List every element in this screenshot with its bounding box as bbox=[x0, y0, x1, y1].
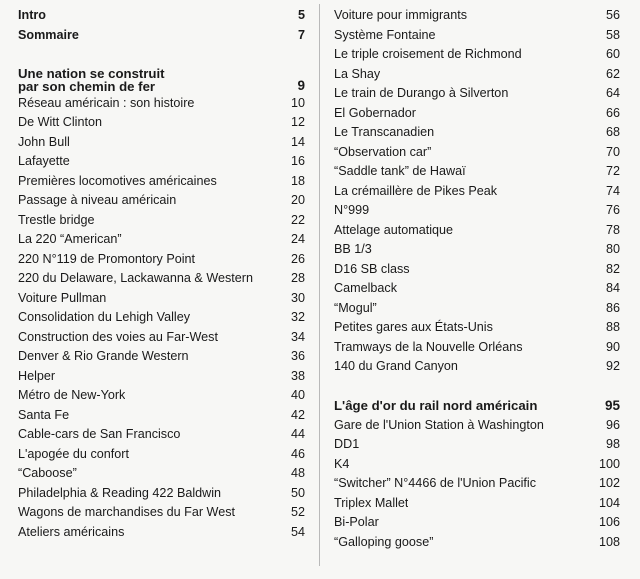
toc-entry-page: 100 bbox=[598, 456, 620, 471]
toc-entry bbox=[18, 367, 305, 387]
toc-entry bbox=[334, 182, 620, 202]
toc-entry-page: 102 bbox=[598, 476, 620, 490]
toc-entry bbox=[334, 455, 620, 475]
toc-entry bbox=[334, 201, 620, 221]
toc-entry bbox=[334, 513, 620, 533]
toc-entry-title: D16 SB class bbox=[334, 261, 410, 276]
spacer bbox=[18, 45, 305, 65]
toc-entry-title: Bi-Polar bbox=[334, 515, 379, 529]
toc-entry-page: 56 bbox=[605, 8, 620, 22]
toc-entry-page: 98 bbox=[605, 437, 620, 451]
toc-entry bbox=[18, 347, 305, 367]
toc-entry-title: “Galloping goose” bbox=[334, 534, 434, 549]
toc-entry-page: 34 bbox=[290, 329, 305, 344]
toc-entry-title: K4 bbox=[334, 456, 350, 471]
toc-entry-title: Santa Fe bbox=[18, 407, 70, 422]
toc-entry-page: 70 bbox=[605, 144, 620, 159]
toc-entry bbox=[334, 143, 620, 163]
toc-entry bbox=[18, 269, 305, 289]
toc-left-column bbox=[18, 6, 305, 542]
toc-entry bbox=[334, 104, 620, 124]
toc-entry-title: Construction des voies au Far-West bbox=[18, 329, 218, 344]
toc-entry-title: 140 du Grand Canyon bbox=[334, 359, 458, 373]
toc-entry-page: 106 bbox=[598, 515, 620, 529]
toc-entry-page: 20 bbox=[290, 193, 305, 207]
toc-entry bbox=[334, 533, 620, 553]
toc-entry-title: “Mogul” bbox=[334, 300, 377, 315]
toc-entry-title: DD1 bbox=[334, 437, 360, 451]
toc-entry-title: Voiture Pullman bbox=[18, 290, 107, 305]
toc-entry-intro: Intro 5 bbox=[18, 8, 305, 22]
toc-entry-title: Philadelphia & Reading 422 Baldwin bbox=[18, 485, 222, 500]
toc-entry-title: “Caboose” bbox=[18, 466, 77, 480]
toc-entry-title: Camelback bbox=[334, 281, 397, 295]
toc-entry bbox=[18, 503, 305, 523]
toc-entry bbox=[334, 338, 620, 358]
toc-entry-page: 22 bbox=[290, 212, 305, 227]
toc-section-heading: Une nation se construit par son chemin de fer 9 bbox=[18, 65, 305, 94]
toc-entry-list bbox=[18, 94, 305, 543]
toc-entry-page: 66 bbox=[605, 105, 620, 120]
toc-entry-list bbox=[334, 416, 620, 553]
toc-entry-page: 48 bbox=[290, 466, 305, 480]
toc-entry-sommaire: Sommaire 7 bbox=[18, 27, 305, 42]
toc-entry-title: Ateliers américains bbox=[18, 524, 125, 539]
toc-entry bbox=[334, 260, 620, 280]
toc-entry-list bbox=[334, 6, 620, 377]
toc-entry-title: Voiture pour immigrants bbox=[334, 8, 467, 22]
toc-entry bbox=[18, 308, 305, 328]
toc-entry-page: 18 bbox=[290, 173, 305, 188]
toc-entry-page: 76 bbox=[605, 203, 620, 217]
toc-entry-page: 24 bbox=[290, 232, 305, 246]
toc-entry-title: Le Transcanadien bbox=[334, 125, 435, 139]
toc-entry bbox=[18, 133, 305, 153]
toc-entry-title: Petites gares aux États-Unis bbox=[334, 320, 493, 334]
toc-entry-title: Premières locomotives américaines bbox=[18, 173, 217, 188]
toc-entry bbox=[18, 191, 305, 211]
toc-entry-page: 68 bbox=[605, 125, 620, 139]
toc-entry bbox=[18, 406, 305, 426]
toc-entry bbox=[18, 113, 305, 133]
toc-entry-title: Triplex Mallet bbox=[334, 495, 409, 510]
toc-entry-page: 108 bbox=[598, 534, 620, 549]
toc-entry-page: 82 bbox=[605, 261, 620, 276]
toc-entry-title: Attelage automatique bbox=[334, 222, 454, 237]
toc-entry-page: 78 bbox=[605, 222, 620, 237]
toc-entry-page: 84 bbox=[605, 281, 620, 295]
toc-entry-page: 50 bbox=[290, 485, 305, 500]
toc-entry-page: 90 bbox=[605, 339, 620, 354]
toc-entry-title: Lafayette bbox=[18, 154, 70, 168]
toc-entry-page: 26 bbox=[290, 251, 305, 266]
toc-entry-title: La 220 “American” bbox=[18, 232, 122, 246]
toc-entry-page: 14 bbox=[290, 134, 305, 149]
toc-right-column bbox=[334, 6, 620, 552]
spacer bbox=[334, 377, 620, 397]
toc-entry bbox=[18, 445, 305, 465]
toc-entry bbox=[18, 172, 305, 192]
toc-entry bbox=[334, 84, 620, 104]
toc-entry bbox=[334, 6, 620, 26]
toc-entry-title: Consolidation du Lehigh Valley bbox=[18, 310, 191, 324]
toc-entry-page: 92 bbox=[605, 359, 620, 373]
toc-entry-page: 64 bbox=[605, 86, 620, 100]
toc-entry-title: L'apogée du confort bbox=[18, 446, 129, 461]
toc-entry-page: 32 bbox=[290, 310, 305, 324]
toc-entry bbox=[334, 435, 620, 455]
toc-entry bbox=[18, 152, 305, 172]
toc-entry-title: Réseau américain : son histoire bbox=[18, 95, 195, 110]
toc-entry bbox=[334, 162, 620, 182]
toc-entry bbox=[334, 494, 620, 514]
toc-entry-title: Le triple croisement de Richmond bbox=[334, 47, 522, 61]
toc-entry-title: La crémaillère de Pikes Peak bbox=[334, 183, 498, 198]
toc-entry bbox=[18, 425, 305, 445]
toc-entry bbox=[334, 65, 620, 85]
toc-entry-page: 62 bbox=[605, 66, 620, 81]
toc-entry-title: Denver & Rio Grande Western bbox=[18, 349, 189, 363]
toc-entry bbox=[18, 211, 305, 231]
toc-entry-title: “Switcher” N°4466 de l'Union Pacific bbox=[334, 476, 537, 490]
toc-entry bbox=[18, 250, 305, 270]
toc-entry bbox=[334, 416, 620, 436]
toc-entry-title: BB 1/3 bbox=[334, 242, 372, 256]
toc-entry-page: 36 bbox=[290, 349, 305, 363]
toc-entry-title: Passage à niveau américain bbox=[18, 193, 177, 207]
toc-entry bbox=[18, 386, 305, 406]
toc-entry-title: Wagons de marchandises du Far West bbox=[18, 505, 235, 519]
toc-entry-page: 96 bbox=[605, 417, 620, 432]
toc-entry-page: 12 bbox=[290, 115, 305, 129]
toc-entry-title: Métro de New-York bbox=[18, 388, 126, 402]
toc-entry-page: 46 bbox=[290, 446, 305, 461]
toc-entry-page: 42 bbox=[290, 407, 305, 422]
toc-entry-title: John Bull bbox=[18, 134, 70, 149]
toc-entry bbox=[18, 230, 305, 250]
toc-entry-title: 220 du Delaware, Lackawanna & Western bbox=[18, 271, 253, 285]
toc-entry-page: 58 bbox=[605, 27, 620, 42]
toc-entry bbox=[334, 318, 620, 338]
toc-entry-page: 52 bbox=[290, 505, 305, 519]
toc-entry-title: Cable-cars de San Francisco bbox=[18, 427, 181, 441]
toc-entry-title: La Shay bbox=[334, 66, 381, 81]
toc-entry-title: Gare de l'Union Station à Washington bbox=[334, 417, 544, 432]
toc-entry bbox=[18, 464, 305, 484]
toc-entry bbox=[334, 357, 620, 377]
toc-entry-page: 10 bbox=[290, 95, 305, 110]
toc-entry bbox=[334, 299, 620, 319]
toc-entry-page: 104 bbox=[598, 495, 620, 510]
toc-entry-page: 86 bbox=[605, 300, 620, 315]
toc-entry bbox=[334, 240, 620, 260]
toc-entry-title: El Gobernador bbox=[334, 105, 416, 120]
toc-entry-title: 220 N°119 de Promontory Point bbox=[18, 251, 196, 266]
toc-section-heading: L'âge d'or du rail nord américain 95 bbox=[334, 398, 620, 413]
toc-entry-title: Trestle bridge bbox=[18, 212, 95, 227]
toc-entry-title: De Witt Clinton bbox=[18, 115, 102, 129]
column-divider bbox=[319, 4, 320, 566]
toc-entry bbox=[334, 45, 620, 65]
toc-entry-page: 54 bbox=[290, 524, 305, 539]
toc-entry-title: Système Fontaine bbox=[334, 27, 436, 42]
toc-entry bbox=[18, 289, 305, 309]
toc-entry bbox=[18, 328, 305, 348]
toc-entry bbox=[334, 26, 620, 46]
toc-entry-title: “Saddle tank” de Hawaï bbox=[334, 164, 466, 178]
toc-entry bbox=[334, 221, 620, 241]
toc-entry-page: 38 bbox=[290, 368, 305, 383]
toc-entry-title: Helper bbox=[18, 368, 56, 383]
toc-entry-page: 60 bbox=[605, 47, 620, 61]
toc-entry bbox=[18, 523, 305, 543]
toc-entry bbox=[334, 123, 620, 143]
toc-entry-page: 44 bbox=[290, 427, 305, 441]
toc-entry-page: 28 bbox=[290, 271, 305, 285]
toc-entry-page: 30 bbox=[290, 290, 305, 305]
toc-entry bbox=[18, 94, 305, 114]
toc-entry-title: “Observation car” bbox=[334, 144, 432, 159]
toc-entry-page: 80 bbox=[605, 242, 620, 256]
toc-entry-page: 40 bbox=[290, 388, 305, 402]
toc-entry bbox=[18, 484, 305, 504]
toc-entry-title: Le train de Durango à Silverton bbox=[334, 86, 509, 100]
toc-entry-title: N°999 bbox=[334, 203, 370, 217]
toc-entry bbox=[334, 279, 620, 299]
toc-entry-page: 72 bbox=[605, 164, 620, 178]
toc-entry bbox=[334, 474, 620, 494]
toc-entry-page: 74 bbox=[605, 183, 620, 198]
toc-entry-page: 16 bbox=[290, 154, 305, 168]
toc-entry-title: Tramways de la Nouvelle Orléans bbox=[334, 339, 523, 354]
toc-entry-page: 88 bbox=[605, 320, 620, 334]
